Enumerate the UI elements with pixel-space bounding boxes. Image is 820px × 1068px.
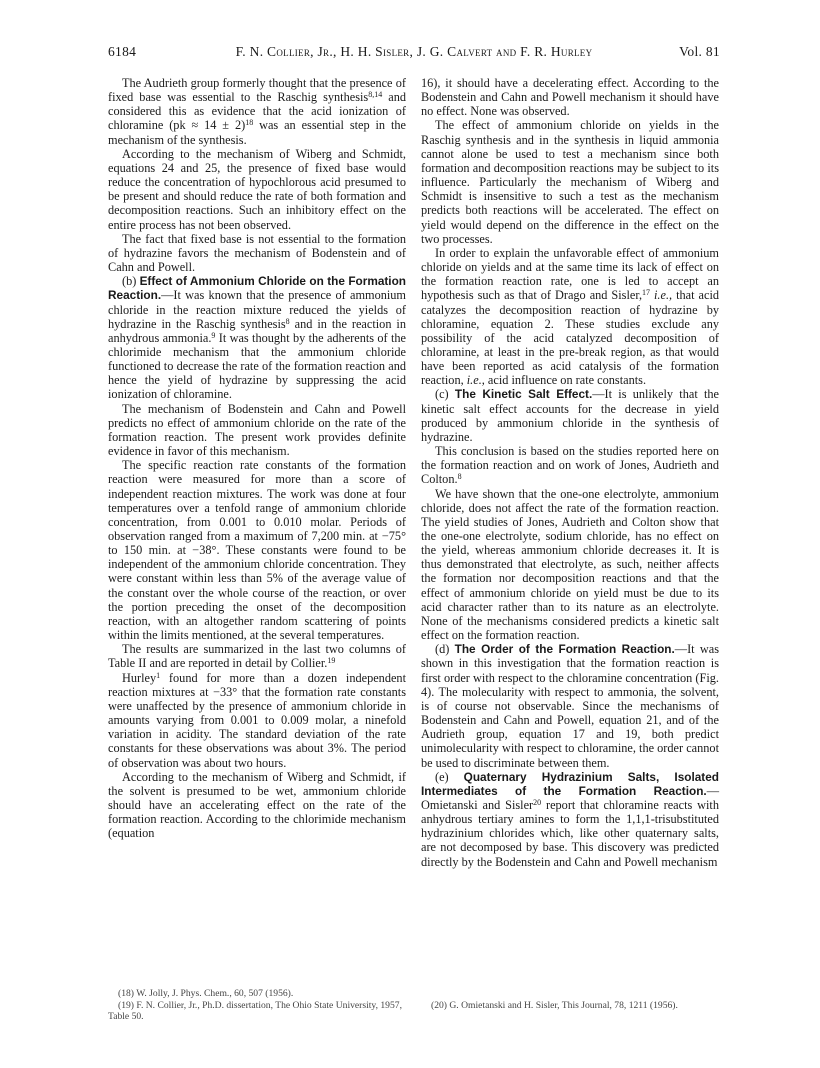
- footnotes-right: [421, 1000, 719, 1012]
- paragraph: The effect of ammonium chloride on yields in the Raschig synthesis and in the synthesis in liquid ammonia cannot alone be used to test a mechanism since both formation and decomposition reactions may be subject to its influence. Particularly the mechanism of Wiberg and Schmidt is insensitive to such a test as the mechanism predicts both reactions will be accelerated. The effect on yield would depend on the difference in the effect on the two processes.: [421, 118, 719, 246]
- paragraph: The mechanism of Bodenstein and Cahn and Powell predicts no effect of ammonium chloride on the rate of the formation reaction. The present work provides definite evidence in favor of this mechanism.: [108, 401, 406, 459]
- section-paragraph: (b) Effect of Ammonium Chloride on the Formation Reaction.—It was known that the presence of ammonium chloride in the reaction mixture reduced the yields of hydrazine in the Raschig synthesis$^8$ and in the reaction in anhydrous ammonia.$^9$ It was thought by the adherents of the chlorimide mechanism that the ammonium chloride functioned to decrease the rate of the formation reaction and hence the yield of hydrazine by suppressing the acid ionization of chloramine.: [108, 274, 406, 402]
- paragraph: The results are summarized in the last two columns of Table II and are reported in detail by Collier.$^{19}$: [108, 642, 406, 671]
- section-paragraph: (e) Quaternary Hydrazinium Salts, Isolated Intermediates of the Formation Reaction.—Omietanski and Sisler$^{20}$ report that chloramine reacts with anhydrous tertiary amines to form the 1,1,1-trisubstituted hydrazinium chlorides which, like other quaternary salts, are not decomposed by base. This discovery was predicted directly by the Bodenstein and Cahn and Powell mechanism: [421, 769, 719, 869]
- paragraph: According to the mechanism of Wiberg and Schmidt, if the solvent is presumed to be wet, ammonium chloride should have an accelerating effect on the rate of the formation reaction. According to the chlorimide mechanism (equation: [108, 769, 406, 841]
- running-authors: F. N. Collier, Jr., H. H. Sisler, J. G. Calvert and F. R. Hurley: [235, 44, 593, 59]
- paragraph: The fact that fixed base is not essential to the formation of hydrazine favors the mechanism of Bodenstein and of Cahn and Powell.: [108, 231, 406, 275]
- right-column: [421, 76, 719, 869]
- section-heading: The Order of the Formation Reaction.: [454, 642, 675, 657]
- running-header: [108, 44, 720, 64]
- paragraph: The Audrieth group formerly thought that the presence of fixed base was essential to the Raschig synthesis$^{8,14}$ and considered this as evidence that the acid ionization of chloramine (pk ≈ 14 ± 2)$^{18}$ was an essential step in the mechanism of the synthesis.: [108, 76, 406, 147]
- paragraph: Hurley$^1$ found for more than a dozen independent reaction mixtures at −33° that the formation rate constants were unaffected by the presence of ammonium chloride in amounts varying from 0.001 to 0.009 molar, a ninefold variation in acidity. The standard deviation of the rate constants for these observations was about 3%. The period of observation was about two hours.: [108, 670, 406, 770]
- left-column: [108, 76, 406, 840]
- footnotes-left: [108, 988, 406, 1023]
- paragraph: 16), it should have a decelerating effect. According to the Bodenstein and Cahn and Powell mechanism it should have no effect. None was observed.: [421, 76, 719, 119]
- paragraph: We have shown that the one-one electrolyte, ammonium chloride, does not affect the rate of the formation reaction. The yield studies of Jones, Audrieth and Colton show that the one-one electrolyte, sodium chloride, has no effect on the yield, whereas ammonium chloride decreases it. It is thus demonstrated that electrolyte, as such, neither affects the formation nor decomposition reactions and that the effect of ammonium chloride on yield must be due to its acid character rather than to its nature as an electrolyte. None of the mechanisms considered predicts a kinetic salt effect on the formation reaction.: [421, 486, 719, 643]
- section-paragraph: (d) The Order of the Formation Reaction.—It was shown in this investigation that the formation reaction is first order with respect to the chloramine concentration (Fig. 4). The molecularity with respect to ammonia, the solvent, is of course not observable. Since the mechanisms of Bodenstein and Cahn and Powell, equation 21, and of the Audrieth group, equation 17 and 19, both predict unimolecularity with respect to chloramine, the order cannot be used to discriminate between them.: [421, 642, 719, 770]
- section-heading: Effect of Ammonium Chloride on the Formation Reaction.: [108, 274, 406, 303]
- paragraph: According to the mechanism of Wiberg and Schmidt, equations 24 and 25, the presence of fixed base would reduce the concentration of hypochlorous acid presumed to be present and should reduce the rate of both formation and decomposition reactions. Such an inhibitory effect on the entire process has not been observed.: [108, 146, 406, 232]
- footnote: (20) G. Omietanski and H. Sisler, This Journal, 78, 1211 (1956).: [431, 1000, 678, 1011]
- section-heading: Quaternary Hydrazinium Salts, Isolated Intermediates of the Formation Reaction.: [421, 769, 719, 798]
- section-heading: The Kinetic Salt Effect.: [454, 387, 593, 402]
- section-paragraph: (c) The Kinetic Salt Effect.—It is unlikely that the kinetic salt effect accounts for the decrease in yield produced by ammonium chloride in the synthesis of hydrazine.: [421, 387, 720, 444]
- paragraph: This conclusion is based on the studies reported here on the formation reaction and on work of Jones, Audrieth and Colton.$^8$: [421, 444, 719, 487]
- page-number: 6184: [108, 44, 137, 59]
- footnote: (18) W. Jolly, J. Phys. Chem., 60, 507 (1956).: [118, 988, 294, 999]
- volume-label: Vol. 81: [679, 44, 720, 59]
- footnote: (19) F. N. Collier, Jr., Ph.D. dissertation, The Ohio State University, 1957, Table 50.: [108, 999, 402, 1022]
- paragraph: In order to explain the unfavorable effect of ammonium chloride on yields and at the same time its lack of effect on the formation reaction rate, one is led to accept an hypothesis such as that of Drago and Sisler,$^{17}$ i.e., that acid catalyzes the decomposition reaction of hydrazine by chloramine, equation 2. These studies exclude any possibility of the acid catalyzed decomposition of chloramine, at least in the pre-break region, as that would have been reported as acid catalysis of the formation reaction, i.e., acid influence on rate constants.: [421, 245, 720, 388]
- paragraph: The specific reaction rate constants of the formation reaction were measured for more than a score of independent reaction mixtures. The work was done at four temperatures over a tenfold range of ammonium chloride concentration, from 0.001 to 0.010 molar. Periods of observation ranged from a maximum of 7,200 min. at −75° to 150 min. at −38°. These constants were found to be independent of the ammonium chloride concentration. They were constant within less than 5% of the average value of the constant over the whole course of the reaction, or over the portion preceding the onset of the decomposition reaction, with an altogether random scattering of points within the limits mentioned, at the several temperatures.: [108, 458, 406, 643]
